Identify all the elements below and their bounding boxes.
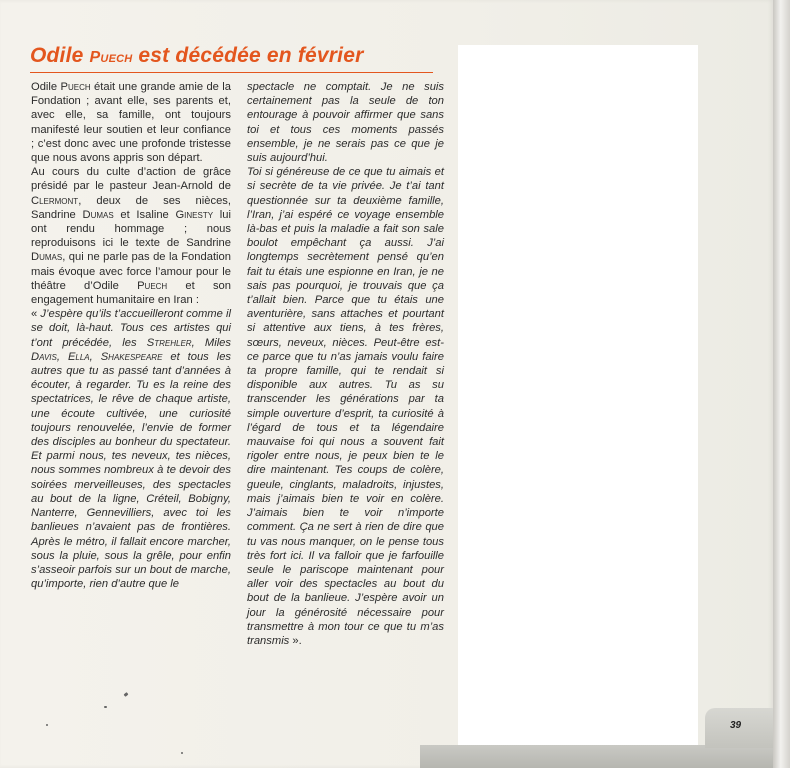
text-run: , qui ne parle pas de la Fondation mais évoque avec force l’amour pour le théâtre d’Odile [31, 251, 231, 292]
text-column-right [247, 80, 444, 648]
small-caps-name: Puech [137, 279, 168, 292]
small-caps-name: Strehler [146, 336, 192, 349]
page-binding-edge [773, 0, 790, 768]
small-caps-name: Davis [31, 350, 57, 363]
footer-band [420, 745, 773, 768]
text-run: Au cours du culte d’action de grâce présidé par le pasteur Jean-Arnold de [31, 166, 231, 193]
small-caps-name: Ginesty [175, 208, 214, 221]
small-caps-name: Dumas [82, 208, 114, 221]
article-title [30, 44, 363, 68]
text-run: lui ont rendu hommage ; nous reproduisons ici le texte de Sandrine [31, 208, 231, 250]
title-underline [30, 72, 433, 73]
text-run: , [89, 350, 101, 363]
text-run: ». [289, 634, 302, 647]
text-run: , Miles [191, 336, 231, 349]
paragraph [31, 80, 231, 165]
text-run: J’espère qu’ils t’accueilleront comme il se doit, là-haut. Tous ces artistes qui t’ont précédée, les [31, 308, 231, 349]
small-caps-name: Shakespeare [100, 350, 163, 363]
text-run: , [56, 350, 68, 363]
print-speck [46, 724, 48, 726]
small-caps-name: Puech [60, 81, 91, 93]
text-column-left [31, 80, 231, 591]
paragraph-quote [31, 307, 231, 591]
text-run: Odile [31, 81, 61, 93]
title-part-1: Odile [30, 44, 90, 67]
title-part-3: est décédée en février [132, 44, 364, 67]
small-caps-name: Dumas [31, 251, 63, 264]
text-run: « [31, 308, 41, 321]
paragraph [31, 165, 231, 307]
text-run: et tous les autres que tu as passé tant d’années à écouter, à regarder. Tu es la reine des spectatrices, le rêve de chaque artiste, une écoute cultivée, une curiosité toujours renouvelée, l’envie de former des disciples au bonheur du spectateur. Et parmi nous, tes neveux, tes nièces, nous sommes nombreux à te devoir des soirées merveilleuses, des spectacles au bout de la ligne, Créteil, Bobigny, Nanterre, Gennevilliers, avec toi les banlieues n’avaient pas de frontières. Après le métro, il fallait encore marcher, sous la pluie, sous la grêle, pour enfin s’asseoir parfois sur un bout de marche, qu’importe, rien d’autre que le [31, 350, 232, 591]
text-run: , deux de ses nièces, Sandrine [31, 194, 231, 221]
blank-image-area [458, 45, 698, 753]
text-run: était une grande amie de la Fondation ; avant elle, ses parents et, avec elle, sa famille, ont toujours manifesté leur soutien et leur confiance ; c’est donc avec une profonde tristesse que nous avons appris son départ. [31, 81, 231, 165]
text-run: et son engagement humanitaire en Iran : [31, 279, 231, 307]
print-speck [181, 752, 183, 754]
small-caps-name: Ella [67, 350, 90, 363]
text-run: et Isaline [113, 208, 176, 221]
text-run: Toi si généreuse de ce que tu aimais et si secrète de ta vie privée. Je t’ai tant questionnée sur ta deuxième famille, l’Iran, j’ai espéré ce voyage ensemble là-bas et puis la maladie a fait son sale boulot empêchant ça aussi. J’ai longtemps secrètement pensé qu’en fait tu étais une espionne en Iran, je ne sais pas pourquoi, je trouvais que ça t’allait bien. Parce que tu étais une aventurière, sans attaches et pourtant si attentive aux tiens, à tes frères, sœurs, neveux, nièces. Peut-être est-ce parce que tu n’as jamais voulu faire ta propre famille, qui te rendait si disponible aux autres. Tu as su transcender les générations par ta simple ouverture d’esprit, ta curiosité à l’égard de tous et ta légendaire mauvaise foi qui nous a souvent fait rigoler entre nous, je peux bien te le dire maintenant. Tes coups de colère, gueule, cinglants, maladroits, injustes, mais j’aimais bien te voir en colère. J’aimais bien te voir n’importe comment. Ça ne sert à rien de dire que tu vas nous manquer, on le pense tous très fort ici. Il va falloir que je farfouille seule le pariscope maintenant pour aller voir des spectacles au bout du bout de la banlieue. J’espère avoir un jour la générosité nécessaire pour transmettre à mon tour ce que tu m’as transmis [247, 166, 444, 647]
paragraph-quote [247, 80, 444, 165]
small-caps-name: Clermont [31, 194, 79, 207]
print-speck [124, 692, 129, 697]
title-surname: Puech [89, 49, 133, 66]
page-number: 39 [730, 720, 742, 731]
paragraph-quote [247, 165, 444, 648]
text-run: spectacle ne comptait. Je ne suis certainement pas la seule de ton entourage à pouvoir affirmer que sans toi et tous ces moments passés ensemble, je ne serais pas ce que je suis aujourd’hui. [247, 81, 444, 165]
print-speck [104, 706, 107, 708]
